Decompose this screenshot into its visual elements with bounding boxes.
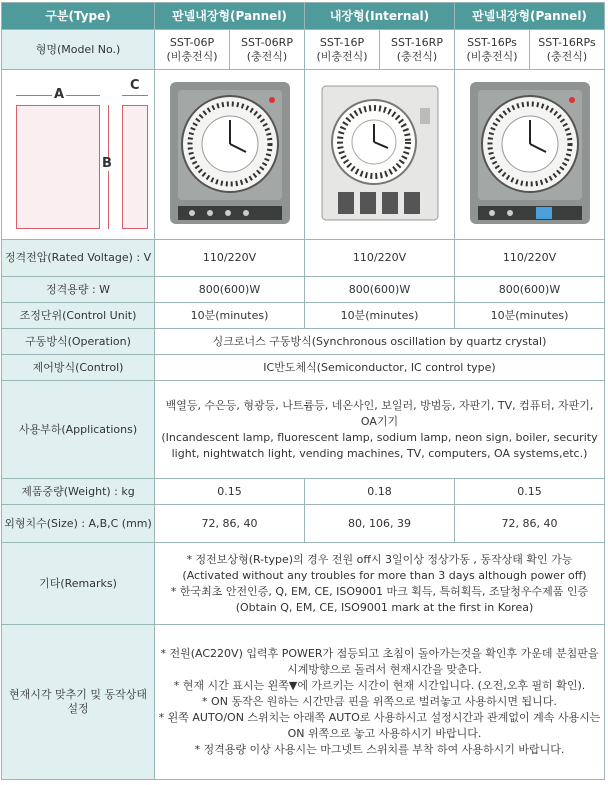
applications-cell bbox=[155, 381, 605, 479]
setting-cell bbox=[155, 625, 605, 780]
model-label: 형명(Model No.) bbox=[2, 30, 155, 70]
dimension-diagram-cell bbox=[2, 70, 155, 240]
front-view-rect bbox=[16, 105, 100, 229]
rated-voltage-value: 110/220V bbox=[455, 240, 605, 277]
model-sub: (충전식) bbox=[546, 49, 588, 63]
panel-timer-dial-icon bbox=[166, 78, 294, 228]
applications-label: 사용부하(Applications) bbox=[2, 381, 155, 479]
model-name: SST-16RPs bbox=[538, 35, 596, 49]
model-sub: (충전식) bbox=[246, 49, 288, 63]
model-cell bbox=[530, 30, 605, 70]
product-image-cell bbox=[455, 70, 605, 240]
model-name: SST-16RP bbox=[391, 35, 443, 49]
rated-capacity-value: 800(600)W bbox=[155, 277, 305, 303]
type-header: 구분(Type) bbox=[2, 3, 155, 30]
rated-capacity-value: 800(600)W bbox=[455, 277, 605, 303]
remarks-item: * 한국최초 안전인증, Q, EM, CE, ISO9001 마크 획득, 특허획득, 조달청우수제품 인증(Obtain Q, EM, CE, ISO9001 mark at the first in Korea) bbox=[170, 584, 589, 614]
remarks-label: 기타(Remarks) bbox=[2, 543, 155, 625]
dim-b-label: B bbox=[102, 155, 112, 171]
control-unit-value: 10분(minutes) bbox=[455, 303, 605, 329]
internal-timer-dial-icon bbox=[316, 78, 444, 228]
model-name: SST-06RP bbox=[241, 35, 293, 49]
size-value: 72, 86, 40 bbox=[155, 505, 305, 543]
rated-voltage-value: 110/220V bbox=[305, 240, 455, 277]
operation-value: 싱크로너스 구동방식(Synchronous oscillation by quartz crystal) bbox=[155, 329, 605, 355]
rated-capacity-value: 800(600)W bbox=[305, 277, 455, 303]
pannel-header: 판넬내장형(Pannel) bbox=[155, 3, 305, 30]
remarks-item: * 정전보상형(R-type)의 경우 전원 off시 3일이상 정상가동 , 동작상태 확인 가능 (Activated without any troubles for more than 3 days although power off) bbox=[182, 552, 587, 582]
pannel-s-header: 판넬내장형(Pannel) bbox=[455, 3, 605, 30]
control-unit-value: 10분(minutes) bbox=[155, 303, 305, 329]
model-cell bbox=[380, 30, 455, 70]
size-label: 외형치수(Size) : A,B,C (mm) bbox=[2, 505, 155, 543]
setting-item: * 현재 시간 표시는 왼쪽▼에 가르키는 시간이 현재 시간입니다. (오전,오후 필히 확인). bbox=[173, 679, 586, 692]
dim-c-label: C bbox=[130, 77, 140, 93]
dim-a-label: A bbox=[54, 86, 65, 102]
control-unit-label: 조정단위(Control Unit) bbox=[2, 303, 155, 329]
panel-timer-s-dial-icon bbox=[466, 78, 594, 228]
setting-item: * 정격용량 이상 사용시는 마그넷트 스위치를 부착 하여 사용하시기 바랍니다. bbox=[194, 743, 565, 756]
spec-table bbox=[1, 2, 605, 780]
model-name: SST-16P bbox=[319, 35, 365, 49]
product-image-cell bbox=[305, 70, 455, 240]
model-cell bbox=[155, 30, 230, 70]
control-value: IC반도체식(Semiconductor, IC control type) bbox=[155, 355, 605, 381]
applications-en: (Incandescent lamp, fluorescent lamp, sodium lamp, neon sign, boiler, security light, nightwatch light, vending machines, TV, computers, OA systems,etc.) bbox=[161, 430, 598, 460]
rated-capacity-label: 정격용량 : W bbox=[2, 277, 155, 303]
model-name: SST-16Ps bbox=[467, 35, 517, 49]
dimension-diagram bbox=[4, 71, 152, 239]
internal-header: 내장형(Internal) bbox=[305, 3, 455, 30]
model-name: SST-06P bbox=[169, 35, 215, 49]
model-sub: (비충전식) bbox=[316, 49, 368, 63]
weight-value: 0.15 bbox=[155, 479, 305, 505]
setting-item: * 왼쪽 AUTO/ON 스위치는 아래쪽 AUTO로 사용하시고 설정시간과 관계없이 계속 사용시는 ON 위쪽으로 놓고 사용하시기 바랍니다. bbox=[158, 711, 601, 740]
operation-label: 구동방식(Operation) bbox=[2, 329, 155, 355]
model-cell bbox=[455, 30, 530, 70]
side-view-rect bbox=[122, 105, 148, 229]
control-label: 제어방식(Control) bbox=[2, 355, 155, 381]
depth-arrow bbox=[122, 95, 148, 96]
setting-list bbox=[157, 646, 602, 758]
remarks-cell bbox=[155, 543, 605, 625]
remarks-list bbox=[157, 552, 602, 616]
model-cell bbox=[230, 30, 305, 70]
control-unit-value: 10분(minutes) bbox=[305, 303, 455, 329]
model-sub: (비충전식) bbox=[466, 49, 518, 63]
model-sub: (충전식) bbox=[396, 49, 438, 63]
weight-value: 0.15 bbox=[455, 479, 605, 505]
setting-item: * 전원(AC220V) 입력후 POWER가 점등되고 초침이 돌아가는것을 확인후 가운데 분침판을 시계방향으로 돌려서 현재시간을 맞춘다. bbox=[160, 647, 599, 676]
rated-voltage-label: 정격전압(Rated Voltage) : V bbox=[2, 240, 155, 277]
weight-label: 제품중량(Weight) : kg bbox=[2, 479, 155, 505]
setting-item: * ON 동작은 원하는 시간만큼 핀을 위쪽으로 벌려놓고 사용하시면 됩니다. bbox=[202, 695, 557, 708]
product-image-cell bbox=[155, 70, 305, 240]
model-sub: (비충전식) bbox=[166, 49, 218, 63]
setting-label: 현재시각 맞추기 및 동작상태 설정 bbox=[2, 625, 155, 780]
weight-value: 0.18 bbox=[305, 479, 455, 505]
model-cell bbox=[305, 30, 380, 70]
applications-ko: 백열등, 수은등, 형광등, 나트륨등, 네온사인, 보일러, 방범등, 자판기, TV, 컴퓨터, 자판기, OA기기 bbox=[165, 398, 594, 428]
size-value: 80, 106, 39 bbox=[305, 505, 455, 543]
rated-voltage-value: 110/220V bbox=[155, 240, 305, 277]
size-value: 72, 86, 40 bbox=[455, 505, 605, 543]
